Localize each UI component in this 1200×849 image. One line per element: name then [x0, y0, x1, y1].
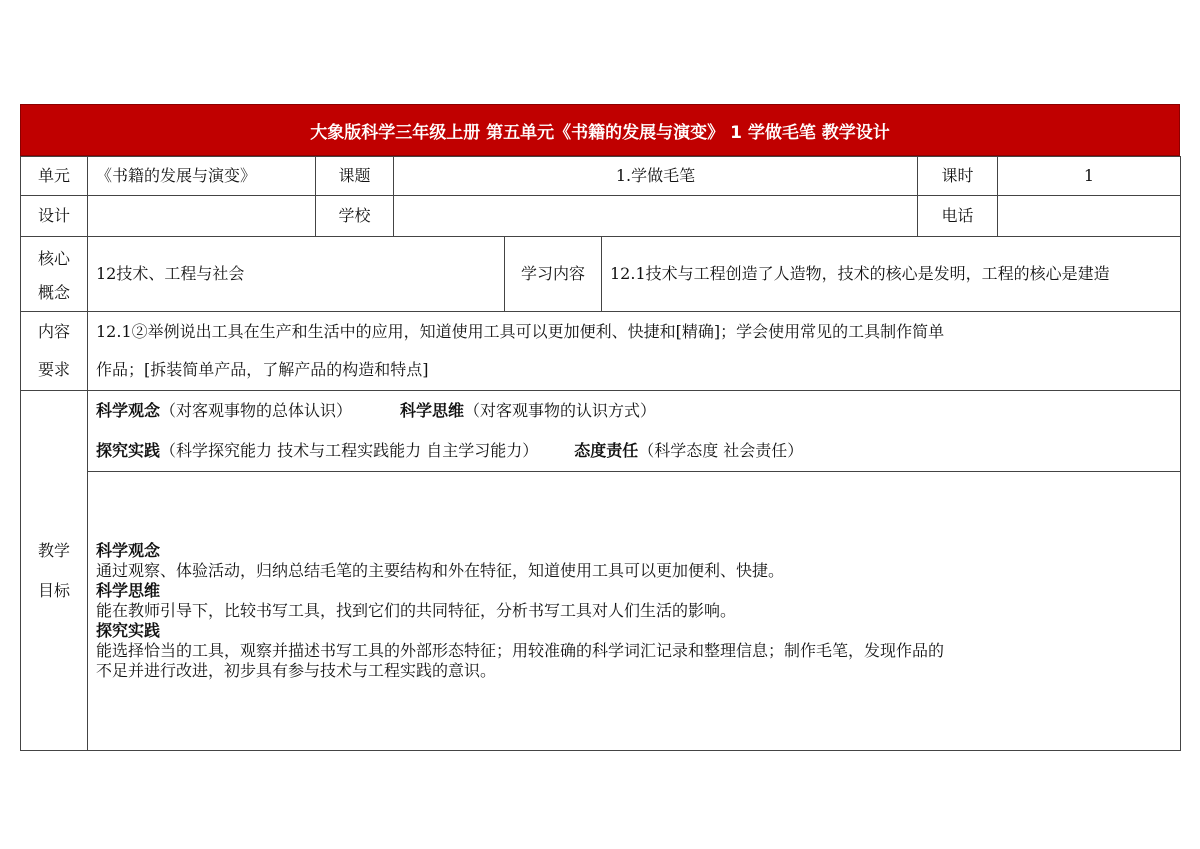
goals-label-line1: 教学 — [37, 540, 70, 560]
overview-attitude-note: （科学态度 社会责任） — [638, 441, 804, 460]
hours-label: 课时 — [918, 157, 998, 196]
detail-practice-line2: 不足并进行改进，初步具有参与技术与工程实践的意识。 — [96, 661, 497, 680]
table-row — [21, 237, 1181, 312]
requirement-label-line2: 要求 — [37, 360, 70, 379]
study-content-label: 学习内容 — [505, 237, 602, 311]
hours-value: 1 — [998, 157, 1181, 196]
detail-thinking-head: 科学思维 — [96, 581, 161, 600]
table-row — [21, 472, 1181, 751]
requirement-label-line1: 内容 — [37, 322, 70, 341]
goals-label — [21, 391, 88, 751]
unit-label: 单元 — [21, 157, 88, 196]
goals-details — [88, 472, 1181, 751]
table-row — [21, 391, 1181, 472]
topic-label: 课题 — [316, 157, 394, 196]
phone-label: 电话 — [918, 196, 998, 237]
study-content-cell — [505, 237, 1181, 312]
goals-label-line2: 目标 — [37, 580, 70, 600]
core-concept-value: 12技术、工程与社会 — [88, 237, 505, 312]
overview-concept-note: （对客观事物的总体认识） — [160, 401, 353, 420]
design-label: 设计 — [21, 196, 88, 237]
detail-concept-head: 科学观念 — [96, 541, 161, 560]
requirement-value — [88, 312, 1181, 391]
lesson-plan-sheet — [20, 104, 1180, 751]
design-value — [88, 196, 316, 237]
phone-value — [998, 196, 1181, 237]
overview-practice-head: 探究实践 — [96, 441, 161, 460]
unit-value: 《书籍的发展与演变》 — [88, 157, 316, 196]
goals-overview-line2 — [96, 431, 1172, 471]
detail-thinking-text: 能在教师引导下，比较书写工具，找到它们的共同特征，分析书写工具对人们生活的影响。 — [96, 601, 737, 620]
goals-overview-line1 — [96, 391, 1172, 431]
core-concept-label — [21, 237, 88, 312]
detail-concept-text: 通过观察、体验活动，归纳总结毛笔的主要结构和外在特征，知道使用工具可以更加便利、快捷。 — [96, 561, 785, 580]
requirement-line2: 作品；[拆装简单产品，了解产品的构造和特点] — [96, 360, 429, 379]
core-label-line2: 概念 — [37, 283, 70, 302]
document-title: 大象版科学三年级上册 第五单元《书籍的发展与演变》 1 学做毛笔 教学设计 — [20, 104, 1180, 156]
table-row — [21, 196, 1181, 237]
requirement-label — [21, 312, 88, 391]
study-content-value: 12.1技术与工程创造了人造物，技术的核心是发明，工程的核心是建造 — [610, 264, 1110, 283]
goals-overview — [88, 391, 1181, 472]
school-label: 学校 — [316, 196, 394, 237]
overview-thinking-head: 科学思维 — [400, 401, 465, 420]
lesson-plan-table — [20, 156, 1181, 751]
table-row — [21, 157, 1181, 196]
topic-value: 1.学做毛笔 — [394, 157, 918, 196]
overview-concept-head: 科学观念 — [96, 401, 161, 420]
overview-attitude-head: 态度责任 — [574, 441, 639, 460]
overview-thinking-note: （对客观事物的认识方式） — [464, 401, 657, 420]
school-value — [394, 196, 918, 237]
table-row — [21, 312, 1181, 391]
requirement-line1: 12.1②举例说出工具在生产和生活中的应用，知道使用工具可以更加便利、快捷和[精确]；学会使用常见的工具制作简单 — [96, 322, 945, 341]
detail-practice-head: 探究实践 — [96, 621, 161, 640]
overview-practice-note: （科学探究能力 技术与工程实践能力 自主学习能力） — [160, 441, 539, 460]
core-label-line1: 核心 — [37, 249, 70, 268]
detail-practice-line1: 能选择恰当的工具，观察并描述书写工具的外部形态特征；用较准确的科学词汇记录和整理信息；制作毛笔，发现作品的 — [96, 641, 945, 660]
